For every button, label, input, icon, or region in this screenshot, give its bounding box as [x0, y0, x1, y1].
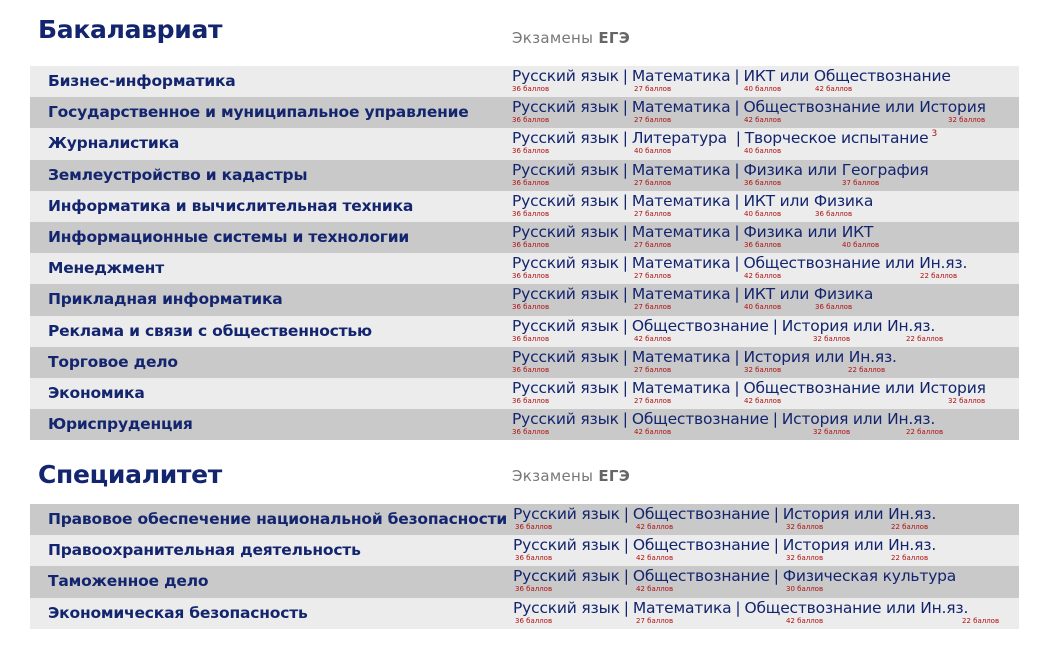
- program-row: [30, 284, 1019, 315]
- min-score-4: 32 баллов: [948, 396, 986, 405]
- exam-3: ИКТ или Физика: [743, 191, 874, 210]
- exam-separator: |: [622, 254, 628, 273]
- program-name: Землеустройство и кадастры: [48, 165, 308, 184]
- exam-separator: |: [734, 378, 740, 397]
- exam-2: Математика: [631, 285, 731, 304]
- min-score-3: 30 баллов: [786, 585, 824, 594]
- min-score-4: 40 баллов: [842, 240, 880, 249]
- program-name: Юриспруденция: [48, 415, 193, 434]
- exam-1: Русский язык: [512, 410, 619, 429]
- program-row: [30, 504, 1019, 535]
- min-score-3: 32 баллов: [813, 428, 851, 437]
- program-name: Журналистика: [48, 134, 180, 153]
- exam-1: Русский язык: [512, 285, 619, 304]
- exam-2: Обществознание: [631, 410, 769, 429]
- exams-ege-label: ЕГЭ: [598, 29, 631, 47]
- min-score-3: 32 баллов: [786, 523, 824, 531]
- exam-separator: |: [622, 160, 628, 179]
- min-score-4: 22 баллов: [906, 428, 944, 437]
- exam-3: Обществознание или Ин.яз.: [743, 254, 968, 273]
- exam-1: Русский язык: [512, 129, 619, 148]
- min-score-1: 36 баллов: [512, 178, 550, 187]
- exam-1: Русский язык: [512, 254, 619, 273]
- program-row: [30, 347, 1019, 378]
- exam-2: Обществознание: [632, 567, 770, 586]
- min-score-4: 42 баллов: [815, 85, 853, 93]
- exam-3: Физика или ИКТ: [743, 222, 874, 241]
- exam-separator: |: [734, 347, 740, 366]
- exam-list: [512, 67, 951, 85]
- exam-1: Русский язык: [513, 536, 620, 555]
- program-row: [30, 191, 1019, 222]
- exam-3: Обществознание или Ин.яз.: [744, 598, 969, 617]
- exam-1: Русский язык: [512, 98, 619, 117]
- exam-2: Обществознание: [631, 316, 769, 335]
- min-score-3: 40 баллов: [744, 147, 782, 156]
- min-score-4: 22 баллов: [920, 272, 958, 281]
- exam-separator: |: [622, 98, 628, 117]
- min-score-2: 27 баллов: [634, 85, 672, 93]
- program-row: [30, 566, 1019, 597]
- exam-separator: |: [734, 98, 740, 117]
- min-score-2: 27 баллов: [634, 365, 672, 374]
- min-score-2: 42 баллов: [636, 585, 674, 594]
- exam-separator: |: [623, 598, 629, 617]
- program-row: [30, 222, 1019, 253]
- min-score-3: 36 баллов: [744, 178, 782, 187]
- program-row: [30, 316, 1019, 347]
- program-name: Правоохранительная деятельность: [48, 541, 361, 560]
- min-score-3: 42 баллов: [786, 616, 824, 625]
- exam-separator: |: [734, 285, 740, 304]
- min-score-3: 42 баллов: [744, 272, 782, 281]
- exam-list: [512, 410, 935, 428]
- exam-3: Физическая культура: [782, 567, 957, 586]
- exam-separator: |: [734, 67, 740, 85]
- program-name: Правовое обеспечение национальной безопасности: [48, 510, 508, 528]
- min-score-2: 27 баллов: [634, 240, 672, 249]
- exam-2: Математика: [631, 347, 731, 366]
- min-score-3: 32 баллов: [786, 554, 824, 563]
- exam-2: Обществознание: [632, 536, 770, 555]
- exams-label: Экзамены: [512, 29, 594, 47]
- exam-2: Обществознание: [632, 505, 770, 523]
- exam-separator: |: [622, 347, 628, 366]
- exam-separator: |: [735, 598, 741, 617]
- min-score-4: 32 баллов: [948, 116, 986, 125]
- program-name: Бизнес-информатика: [48, 72, 236, 90]
- min-score-1: 36 баллов: [512, 365, 550, 374]
- exam-2: Математика: [631, 254, 731, 273]
- program-name: Экономика: [48, 383, 145, 402]
- program-name: Реклама и связи с общественностью: [48, 321, 372, 340]
- specialist-exams-header: [512, 467, 630, 485]
- min-score-1: 36 баллов: [512, 116, 550, 125]
- exam-2: Математика: [631, 222, 731, 241]
- exam-list: [513, 505, 936, 523]
- exam-separator: |: [734, 191, 740, 210]
- exam-separator: |: [622, 191, 628, 210]
- exam-list: [512, 129, 937, 147]
- exam-separator: |: [734, 222, 740, 241]
- program-name: Торговое дело: [48, 352, 178, 371]
- bachelor-table: [30, 66, 1019, 440]
- program-name: Менеджмент: [48, 259, 164, 278]
- program-name: Экономическая безопасность: [48, 603, 308, 622]
- bachelor-title: Бакалавриат: [38, 15, 223, 44]
- exam-2: Литература: [631, 129, 732, 148]
- exam-2: Математика: [632, 598, 732, 617]
- exam-separator: |: [622, 410, 628, 429]
- min-score-1: 36 баллов: [512, 272, 550, 281]
- min-score-2: 42 баллов: [636, 554, 674, 563]
- min-score-1: 36 баллов: [515, 554, 553, 563]
- min-score-1: 36 баллов: [515, 585, 553, 594]
- min-score-1: 36 баллов: [512, 334, 550, 343]
- min-score-4: 22 баллов: [848, 365, 886, 374]
- exam-1: Русский язык: [512, 191, 619, 210]
- exam-1: Русский язык: [512, 347, 619, 366]
- min-score-1: 36 баллов: [512, 147, 550, 156]
- exam-3: ИКТ или Физика: [743, 285, 874, 304]
- exam-separator: |: [623, 505, 629, 523]
- exam-3: История или Ин.яз.: [781, 316, 936, 335]
- min-score-1: 36 баллов: [512, 240, 550, 249]
- min-score-2: 27 баллов: [634, 396, 672, 405]
- exam-list: [513, 536, 936, 554]
- min-score-1: 36 баллов: [512, 303, 550, 312]
- program-row: [30, 535, 1019, 566]
- min-score-2: 42 баллов: [634, 334, 672, 343]
- exam-list: [512, 223, 873, 241]
- min-score-3: 40 баллов: [744, 303, 782, 312]
- exam-separator: |: [772, 410, 778, 429]
- exam-separator: |: [623, 536, 629, 555]
- program-row: [30, 253, 1019, 284]
- min-score-2: 27 баллов: [636, 616, 674, 625]
- min-score-3: 36 баллов: [744, 240, 782, 249]
- exam-separator: |: [773, 567, 779, 586]
- min-score-2: 42 баллов: [634, 428, 672, 437]
- min-score-2: 40 баллов: [634, 147, 672, 156]
- min-score-1: 36 баллов: [512, 428, 550, 437]
- program-row: [30, 598, 1019, 629]
- footnote-marker: 3: [931, 129, 937, 140]
- min-score-4: 22 баллов: [891, 554, 929, 563]
- exam-1: Русский язык: [513, 567, 620, 586]
- min-score-2: 27 баллов: [634, 116, 672, 125]
- exam-3: История или Ин.яз.: [782, 536, 937, 555]
- program-name: Таможенное дело: [48, 572, 209, 591]
- exam-list: [512, 348, 897, 366]
- min-score-2: 27 баллов: [634, 303, 672, 312]
- program-row: [30, 128, 1019, 159]
- exam-separator: |: [623, 567, 629, 586]
- min-score-1: 36 баллов: [515, 616, 553, 625]
- program-name: Государственное и муниципальное управление: [48, 103, 469, 122]
- exam-2: Математика: [631, 98, 731, 117]
- exam-1: Русский язык: [512, 316, 619, 335]
- exam-separator: |: [622, 129, 628, 148]
- exam-separator: |: [622, 285, 628, 304]
- exam-separator: |: [773, 505, 779, 523]
- min-score-2: 42 баллов: [636, 523, 674, 531]
- exam-3: История или Ин.яз.: [781, 410, 936, 429]
- min-score-3: 40 баллов: [744, 85, 782, 93]
- program-name: Прикладная информатика: [48, 290, 283, 309]
- exam-list: [513, 567, 956, 585]
- exam-list: [513, 599, 968, 617]
- exam-2: Математика: [631, 67, 731, 85]
- exam-2: Математика: [631, 191, 731, 210]
- exam-1: Русский язык: [513, 598, 620, 617]
- exam-list: [512, 317, 935, 335]
- exam-3: Обществознание или История: [743, 378, 986, 397]
- exam-list: [512, 192, 873, 210]
- min-score-3: 40 баллов: [744, 209, 782, 218]
- exam-list: [512, 285, 873, 303]
- min-score-1: 36 баллов: [515, 523, 553, 531]
- min-score-4: 22 баллов: [891, 523, 929, 531]
- exam-separator: |: [622, 67, 628, 85]
- exam-1: Русский язык: [512, 67, 619, 85]
- min-score-4: 37 баллов: [842, 178, 880, 187]
- exam-separator: |: [735, 129, 741, 148]
- exam-separator: |: [773, 536, 779, 555]
- exams-ege-label: ЕГЭ: [598, 467, 631, 485]
- exam-list: [512, 379, 986, 397]
- specialist-table: [30, 504, 1019, 629]
- program-row: [30, 409, 1019, 440]
- exam-1: Русский язык: [512, 378, 619, 397]
- min-score-3: 32 баллов: [744, 365, 782, 374]
- program-row: [30, 66, 1019, 97]
- exam-3: История или Ин.яз.: [743, 347, 897, 366]
- exam-1: Русский язык: [512, 222, 619, 241]
- program-row: [30, 97, 1019, 128]
- min-score-3: 32 баллов: [813, 334, 851, 343]
- min-score-2: 27 баллов: [634, 209, 672, 218]
- exam-separator: |: [772, 316, 778, 335]
- program-name: Информатика и вычислительная техника: [48, 196, 414, 215]
- program-row: [30, 378, 1019, 409]
- exam-3: История или Ин.яз.: [782, 505, 937, 523]
- min-score-1: 36 баллов: [512, 396, 550, 405]
- min-score-4: 22 баллов: [906, 334, 944, 343]
- min-score-4: 36 баллов: [815, 209, 853, 218]
- exam-list: [512, 98, 986, 116]
- min-score-4: 22 баллов: [962, 616, 1000, 625]
- exams-label: Экзамены: [512, 467, 594, 485]
- exam-1: Русский язык: [512, 160, 619, 179]
- program-row: [30, 160, 1019, 191]
- exam-2: Математика: [631, 378, 731, 397]
- exam-3: Творческое испытание: [744, 129, 929, 148]
- exam-3: Физика или География: [743, 160, 929, 179]
- exam-1: Русский язык: [513, 505, 620, 523]
- exam-separator: |: [734, 160, 740, 179]
- min-score-2: 27 баллов: [634, 272, 672, 281]
- bachelor-exams-header: [512, 29, 630, 47]
- program-name: Информационные системы и технологии: [48, 227, 410, 246]
- min-score-4: 36 баллов: [815, 303, 853, 312]
- min-score-1: 36 баллов: [512, 209, 550, 218]
- min-score-2: 27 баллов: [634, 178, 672, 187]
- exam-3: Обществознание или История: [743, 98, 986, 117]
- exam-separator: |: [734, 254, 740, 273]
- exam-separator: |: [622, 378, 628, 397]
- specialist-title: Специалитет: [38, 460, 222, 489]
- min-score-3: 42 баллов: [744, 116, 782, 125]
- exam-list: [512, 161, 929, 179]
- exam-2: Математика: [631, 160, 731, 179]
- exam-list: [512, 254, 967, 272]
- min-score-3: 42 баллов: [744, 396, 782, 405]
- exam-separator: |: [622, 222, 628, 241]
- exam-separator: |: [622, 316, 628, 335]
- min-score-1: 36 баллов: [512, 85, 550, 93]
- exam-3: ИКТ или Обществознание: [743, 67, 951, 85]
